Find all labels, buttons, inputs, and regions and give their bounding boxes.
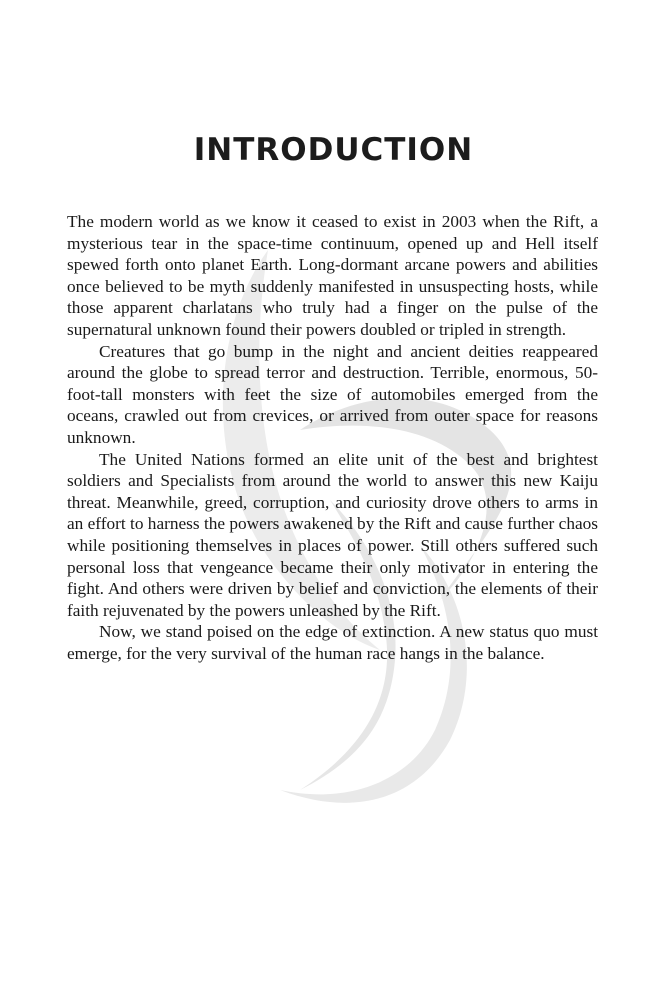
paragraph-1: The modern world as we know it ceased to exist in 2003 when the Rift, a mysterious tear in the space-time continuum, opened up and Hell itself spewed forth onto planet Earth. Long-dormant arcane powers and abilities once believed to be myth suddenly manifested in unsuspecting hosts, while those apparent charlatans who truly had a finger on the pulse of the supernatural unknown found their powers doubled or tripled in strength. bbox=[67, 212, 598, 339]
paragraph-3: The United Nations formed an elite unit of the best and brightest soldiers and Specialists from around the world to answer this new Kaiju threat. Meanwhile, greed, corruption, and curiosity drove others to arms in an effort to harness the powers awakened by the Rift and cause further chaos while positioning themselves in places of power. Still others suffered such personal loss that vengeance became their only motivator in entering the fight. And others were driven by belief and conviction, the elements of their faith rejuvenated by the powers unleashed by the Rift. bbox=[67, 449, 598, 620]
body-text bbox=[67, 211, 598, 664]
page-title: INTRODUCTION bbox=[193, 132, 474, 168]
paragraph-4: Now, we stand poised on the edge of extinction. A new status quo must emerge, for the very survival of the human race hangs in the balance. bbox=[67, 622, 598, 663]
paragraph-2: Creatures that go bump in the night and ancient deities reappeared around the globe to spread terror and destruction. Terrible, enormous, 50-foot-tall monsters with feet the size of automobiles emerged from the oceans, crawled out from crevices, or arrived from outer space for reasons unknown. bbox=[67, 341, 598, 447]
